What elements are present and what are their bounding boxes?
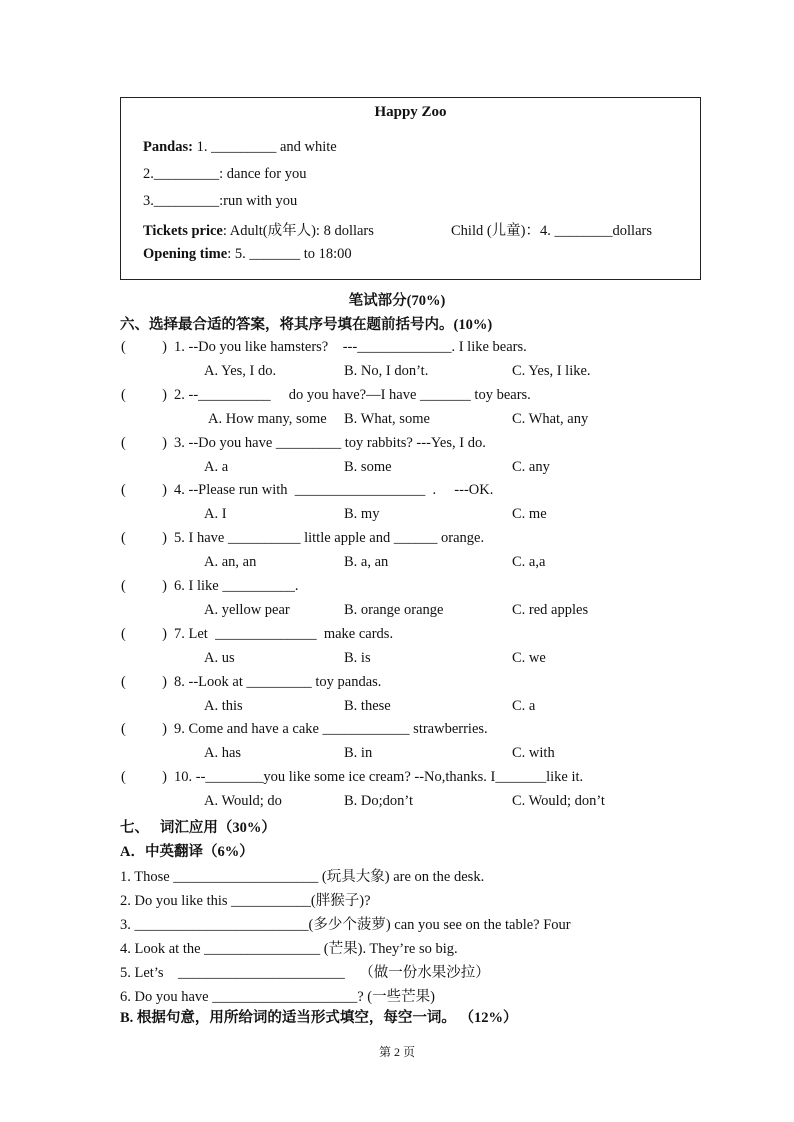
option-a: A. I bbox=[204, 506, 227, 522]
question-text: 1. --Do you like hamsters? ---_____________. I like bears. bbox=[174, 339, 527, 355]
option-b: B. in bbox=[344, 745, 373, 761]
tickets-label: Tickets price bbox=[143, 223, 223, 239]
option-b: B. What, some bbox=[344, 411, 430, 427]
part-a-title: A．中英翻译（6%） bbox=[120, 844, 254, 860]
option-b: B. Do;don’t bbox=[344, 793, 414, 809]
question-text: 6. I like __________. bbox=[174, 578, 299, 594]
answer-bracket[interactable]: ( ) bbox=[121, 674, 167, 690]
section-6-title: 六、选择最合适的答案，将其序号填在题前括号内。(10%) bbox=[120, 317, 493, 333]
part-b-title: B. 根据句意，用所给词的适当形式填空，每空一词。 （12%） bbox=[120, 1010, 518, 1026]
option-a: A. this bbox=[204, 698, 243, 714]
option-b: B. No, I don’t. bbox=[344, 363, 429, 379]
question-text: 2. --__________ do you have?—I have _______ toy bears. bbox=[174, 387, 531, 403]
notice-line-3: 3._________:run with you bbox=[143, 193, 298, 209]
notice-line-tickets bbox=[143, 219, 374, 240]
answer-bracket[interactable]: ( ) bbox=[121, 578, 167, 594]
question-text: 4. --Please run with __________________ . ---OK. bbox=[174, 482, 494, 498]
notice-line-2: 2._________: dance for you bbox=[143, 166, 307, 182]
question-text: 8. --Look at _________ toy pandas. bbox=[174, 674, 382, 690]
option-a: A. has bbox=[204, 745, 242, 761]
option-b: B. is bbox=[344, 650, 371, 666]
question-text: 10. --________you like some ice cream? --No,thanks. I_______like it. bbox=[174, 769, 584, 785]
option-c: C. a bbox=[512, 698, 536, 714]
answer-bracket[interactable]: ( ) bbox=[121, 626, 167, 642]
page-number: 第 2 页 bbox=[378, 1045, 415, 1059]
opening-text: : 5. _______ to 18:00 bbox=[227, 246, 352, 262]
question-text: 7. Let ______________ make cards. bbox=[174, 626, 394, 642]
notice-line-opening bbox=[143, 246, 352, 263]
translation-item: 3. ________________________(多少个菠萝) can you see on the table? Four bbox=[120, 917, 571, 933]
tickets-text: : Adult(成年人): 8 dollars bbox=[222, 223, 374, 239]
option-c: C. a,a bbox=[512, 554, 546, 570]
option-a: A. yellow pear bbox=[204, 602, 290, 618]
translation-item: 4. Look at the ________________ (芒果). They’re so big. bbox=[120, 941, 458, 957]
option-c: C. red apples bbox=[512, 602, 589, 618]
notice-title: Happy Zoo bbox=[374, 104, 447, 120]
option-a: A. an, an bbox=[204, 554, 257, 570]
option-b: B. a, an bbox=[344, 554, 389, 570]
option-c: C. Yes, I like. bbox=[512, 363, 591, 379]
option-a: A. us bbox=[204, 650, 235, 666]
answer-bracket[interactable]: ( ) bbox=[121, 435, 167, 451]
option-c: C. Would; don’t bbox=[512, 793, 605, 809]
option-b: B. orange orange bbox=[344, 602, 444, 618]
option-b: B. my bbox=[344, 506, 380, 522]
notice-child-price: Child (儿童)：4. ________dollars bbox=[451, 223, 652, 239]
option-b: B. some bbox=[344, 459, 392, 475]
answer-bracket[interactable]: ( ) bbox=[121, 721, 167, 737]
happy-zoo-notice bbox=[120, 97, 701, 280]
question-text: 9. Come and have a cake ____________ strawberries. bbox=[174, 721, 488, 737]
answer-bracket[interactable]: ( ) bbox=[121, 482, 167, 498]
pandas-text: 1. _________ and white bbox=[192, 139, 337, 155]
translation-item: 6. Do you have ____________________? (一些芒果) bbox=[120, 989, 435, 1005]
option-c: C. we bbox=[512, 650, 546, 666]
answer-bracket[interactable]: ( ) bbox=[121, 769, 167, 785]
written-part-title: 笔试部分(70%) bbox=[348, 293, 446, 309]
answer-bracket[interactable]: ( ) bbox=[121, 530, 167, 546]
answer-bracket[interactable]: ( ) bbox=[121, 387, 167, 403]
translation-item: 5. Let’s _______________________ （做一份水果沙拉） bbox=[120, 965, 490, 981]
notice-line-pandas bbox=[143, 139, 337, 156]
option-c: C. any bbox=[512, 459, 550, 475]
option-c: C. What, any bbox=[512, 411, 589, 427]
option-a: A. a bbox=[204, 459, 229, 475]
option-a: A. Yes, I do. bbox=[204, 363, 277, 379]
translation-item: 1. Those ____________________ (玩具大象) are on the desk. bbox=[120, 869, 485, 885]
question-text: 3. --Do you have _________ toy rabbits? ---Yes, I do. bbox=[174, 435, 486, 451]
pandas-label: Pandas: bbox=[143, 139, 193, 155]
option-b: B. these bbox=[344, 698, 391, 714]
option-c: C. with bbox=[512, 745, 555, 761]
section-7-title: 七、 词汇应用（30%） bbox=[120, 820, 276, 836]
answer-bracket[interactable]: ( ) bbox=[121, 339, 167, 355]
option-a: A. Would; do bbox=[204, 793, 282, 809]
translation-item: 2. Do you like this ___________(胖猴子)? bbox=[120, 893, 371, 909]
question-text: 5. I have __________ little apple and ______ orange. bbox=[174, 530, 485, 546]
opening-label: Opening time bbox=[143, 246, 228, 262]
option-c: C. me bbox=[512, 506, 547, 522]
option-a: A. How many, some bbox=[208, 411, 327, 427]
